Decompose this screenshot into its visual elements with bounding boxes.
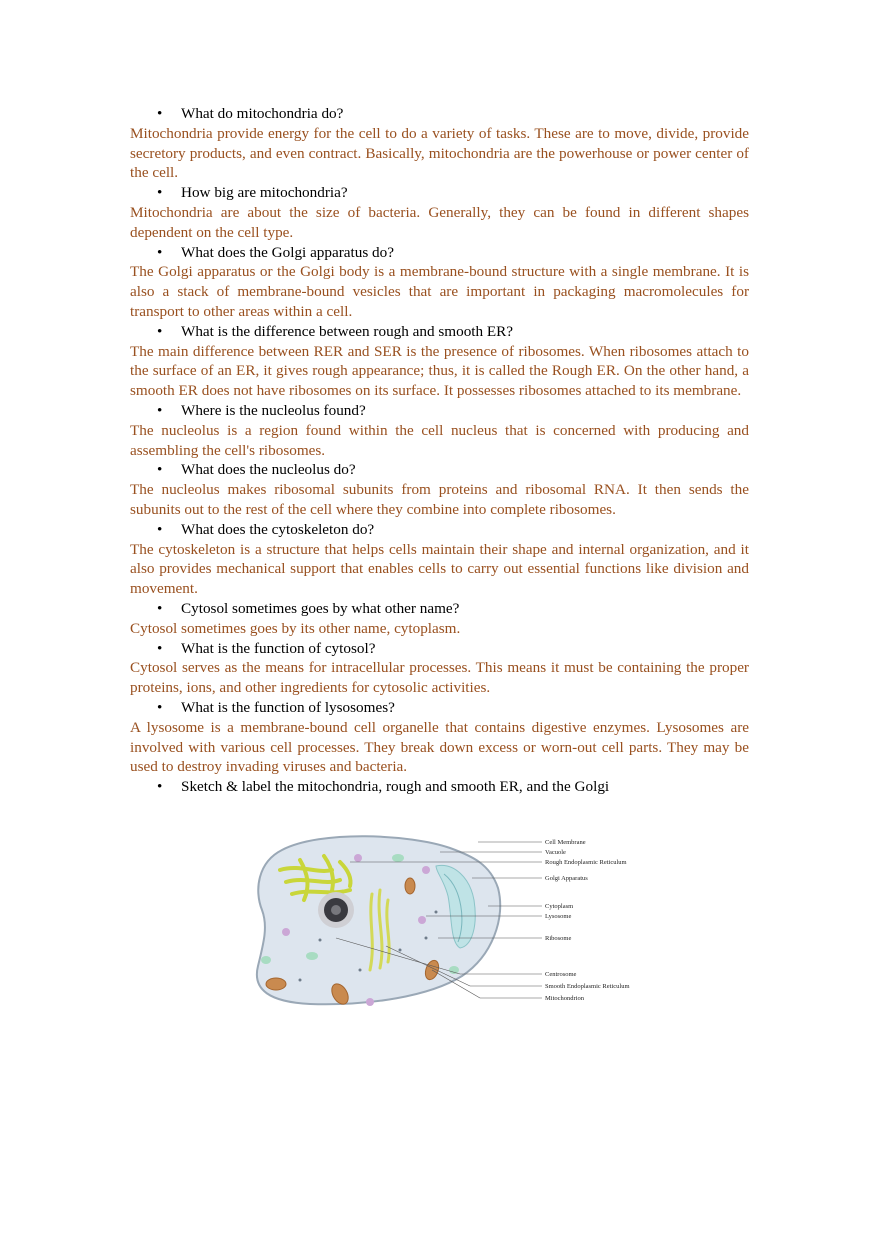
answer: Cytosol sometimes goes by its other name, cytoplasm. bbox=[130, 619, 461, 637]
label-lysosome: Lysosome bbox=[545, 913, 572, 920]
bullet-icon: • bbox=[157, 184, 163, 202]
question-text: How big are mitochondria? bbox=[181, 184, 348, 202]
answer: The cytoskeleton is a structure that helps cells maintain their shape and internal organization, and it also provides mechanical support that enables cells to carry out essential functions like division and movement. bbox=[130, 540, 749, 598]
question bbox=[130, 698, 749, 718]
label-mitochondrion: Mitochondrion bbox=[545, 995, 584, 1002]
question-text: What is the function of lysosomes? bbox=[181, 698, 395, 716]
answer: A lysosome is a membrane-bound cell organelle that contains digestive enzymes. Lysosomes are involved with various cell processes. They break down excess or worn-out cell parts. They may be used to destroy invading viruses and bacteria. bbox=[130, 718, 749, 776]
question-text: What does the Golgi apparatus do? bbox=[181, 243, 394, 261]
bullet-icon: • bbox=[157, 639, 163, 657]
answer: Cytosol serves as the means for intracellular processes. This means it must be containing the proper proteins, ions, and other ingredients for cytosolic activities. bbox=[130, 659, 749, 697]
question bbox=[130, 243, 749, 263]
question-text: Where is the nucleolus found? bbox=[181, 401, 366, 419]
final-prompt bbox=[130, 777, 749, 797]
final-prompt-text: Sketch & label the mitochondria, rough and smooth ER, and the Golgi bbox=[181, 778, 610, 796]
diagram-labels bbox=[545, 839, 630, 1002]
cell-diagram bbox=[240, 830, 640, 1015]
bullet-icon: • bbox=[157, 599, 163, 617]
bullet-icon: • bbox=[157, 698, 163, 716]
bullet-icon: • bbox=[157, 401, 163, 419]
answer: Mitochondria are about the size of bacteria. Generally, they can be found in different shapes dependent on the cell type. bbox=[130, 203, 749, 241]
label-rough-er: Rough Endoplasmic Reticulum bbox=[545, 859, 627, 866]
question bbox=[130, 639, 749, 659]
question-text: What is the difference between rough and smooth ER? bbox=[181, 322, 514, 340]
bullet-icon: • bbox=[157, 322, 163, 340]
label-ribosome: Ribosome bbox=[545, 935, 572, 942]
bullet-icon: • bbox=[157, 461, 163, 479]
bullet-icon: • bbox=[157, 105, 163, 122]
question-text: What does the nucleolus do? bbox=[181, 461, 356, 479]
question-text: What do mitochondria do? bbox=[181, 105, 344, 122]
bullet-icon: • bbox=[157, 520, 163, 538]
label-cytoplasm: Cytoplasm bbox=[545, 903, 574, 910]
question-text: Cytosol sometimes goes by what other name? bbox=[181, 599, 460, 617]
question-text: What does the cytoskeleton do? bbox=[181, 520, 375, 538]
question bbox=[130, 460, 749, 480]
question bbox=[130, 599, 749, 619]
question bbox=[130, 401, 749, 421]
answer: The main difference between RER and SER is the presence of ribosomes. When ribosomes attach to the surface of an ER, it gives rough appearance; thus, it is called the Rough ER. On the other hand, a smooth ER does not have ribosomes on its surface. It possesses ribosomes attached to its membrane. bbox=[130, 342, 749, 400]
label-golgi: Golgi Apparatus bbox=[545, 875, 588, 882]
question bbox=[130, 520, 749, 540]
label-centrosome: Centrosome bbox=[545, 971, 577, 978]
nucleolus-core bbox=[331, 905, 341, 915]
question bbox=[130, 104, 749, 124]
question bbox=[130, 183, 749, 203]
answer: The nucleolus is a region found within the cell nucleus that is concerned with producing and assembling the cell's ribosomes. bbox=[130, 421, 749, 459]
label-cell-membrane: Cell Membrane bbox=[545, 839, 586, 846]
bullet-icon: • bbox=[157, 778, 163, 796]
answer: Mitochondria provide energy for the cell to do a variety of tasks. These are to move, divide, provide secretory products, and even contract. Basically, mitochondria are the powerhouse or power center of the cell. bbox=[130, 124, 749, 182]
question bbox=[130, 322, 749, 342]
question-text: What is the function of cytosol? bbox=[181, 639, 376, 657]
label-vacuole: Vacuole bbox=[545, 849, 566, 856]
answer: The Golgi apparatus or the Golgi body is a membrane-bound structure with a single membrane. It is also a stack of membrane-bound vesicles that are important in packaging macromolecules for transport to other areas within a cell. bbox=[130, 263, 749, 320]
answer: The nucleolus makes ribosomal subunits from proteins and ribosomal RNA. It then sends the subunits out to the rest of the cell where they combine into complete ribosomes. bbox=[130, 481, 749, 518]
qa-list bbox=[130, 104, 749, 797]
label-smooth-er: Smooth Endoplasmic Reticulum bbox=[545, 983, 630, 990]
bullet-icon: • bbox=[157, 243, 163, 261]
